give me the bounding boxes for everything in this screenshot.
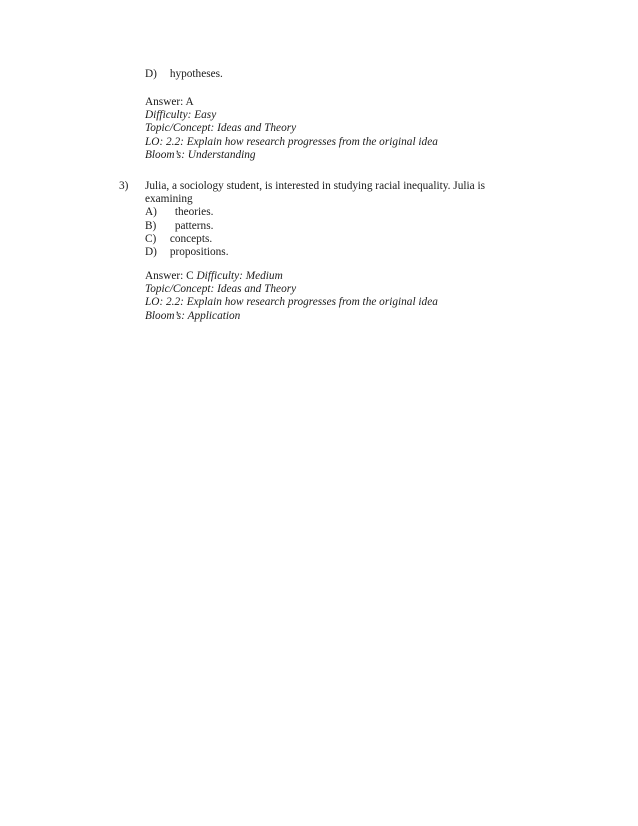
answer-line: Answer: A xyxy=(145,96,194,108)
option-b xyxy=(145,220,485,233)
option-d xyxy=(145,246,485,259)
blooms-line: Bloom’s: Understanding xyxy=(145,148,256,161)
option-letter: D) xyxy=(145,245,157,258)
option-text: hypotheses. xyxy=(169,68,223,80)
option-letter: D) xyxy=(145,68,157,80)
option-letter: B) xyxy=(145,219,157,232)
option-letter: A) xyxy=(145,206,157,219)
answer-line xyxy=(145,270,438,283)
option-text: patterns. xyxy=(174,219,214,232)
difficulty-text: Difficulty: Medium xyxy=(196,270,283,282)
answer-text: Answer: C xyxy=(145,270,194,282)
question-3 xyxy=(145,180,485,259)
question-stem-line-1: Julia, a sociology student, is interested in studying racial inequality. Julia is xyxy=(145,180,485,192)
prev-question-tail xyxy=(145,68,223,81)
option-letter: C) xyxy=(145,232,157,245)
option-d xyxy=(145,68,223,81)
question-3-answer-block xyxy=(145,270,438,323)
option-c xyxy=(145,233,485,246)
question-stem-line-2: examining xyxy=(145,193,193,206)
prev-answer-block xyxy=(145,96,438,162)
blooms-line: Bloom’s: Application xyxy=(145,309,241,322)
option-text: propositions. xyxy=(169,245,229,258)
topic-line: Topic/Concept: Ideas and Theory xyxy=(145,122,297,135)
option-a xyxy=(145,206,485,219)
difficulty-line: Difficulty: Easy xyxy=(145,109,217,122)
topic-line: Topic/Concept: Ideas and Theory xyxy=(145,283,297,296)
question-number: 3) xyxy=(119,180,129,192)
lo-line: LO: 2.2: Explain how research progresses from the original idea xyxy=(145,296,438,309)
lo-line: LO: 2.2: Explain how research progresses from the original idea xyxy=(145,135,438,148)
option-text: theories. xyxy=(174,206,214,219)
option-text: concepts. xyxy=(169,232,213,245)
